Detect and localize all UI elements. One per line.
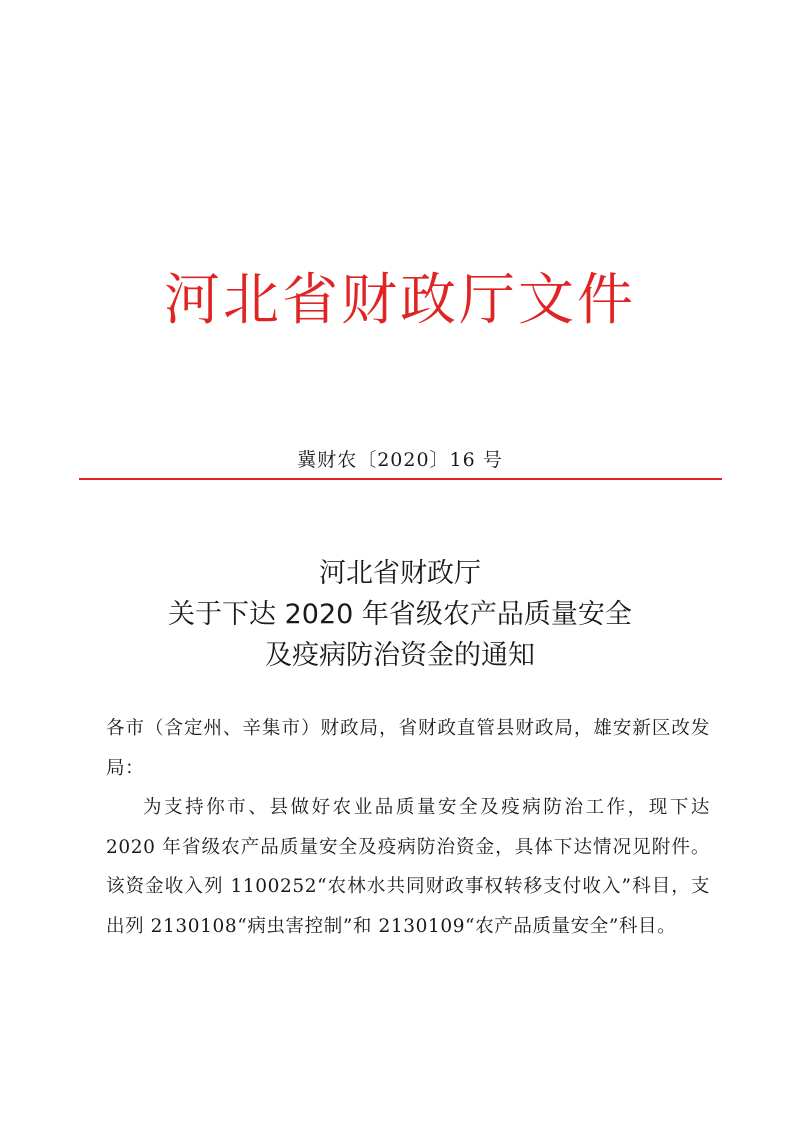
document-body bbox=[106, 709, 710, 946]
issuer-header: 河北省财政厅文件 bbox=[164, 268, 636, 333]
title-line-3: 及疫病防治资金的通知 bbox=[265, 640, 535, 671]
title-line-1: 河北省财政厅 bbox=[319, 558, 481, 589]
document-title bbox=[60, 553, 740, 676]
title-line-2: 关于下达 2020 年省级农产品质量安全 bbox=[168, 599, 632, 630]
red-separator-line bbox=[79, 478, 722, 480]
document-number: 冀财农〔2020〕16 号 bbox=[297, 449, 503, 471]
addressee-paragraph: 各市（含定州、辛集市）财政局，省财政直管县财政局，雄安新区改发局： bbox=[106, 718, 710, 779]
body-paragraph: 为支持你市、县做好农业品质量安全及疫病防治工作，现下达 2020 年省级农产品质量安全及疫病防治资金，具体下达情况见附件。该资金收入列 1100252“农林水共同财政事权转移支付收入”科目，支出列 2130108“病虫害控制”和 2130109“农产品质量安全”科目。 bbox=[106, 797, 710, 937]
